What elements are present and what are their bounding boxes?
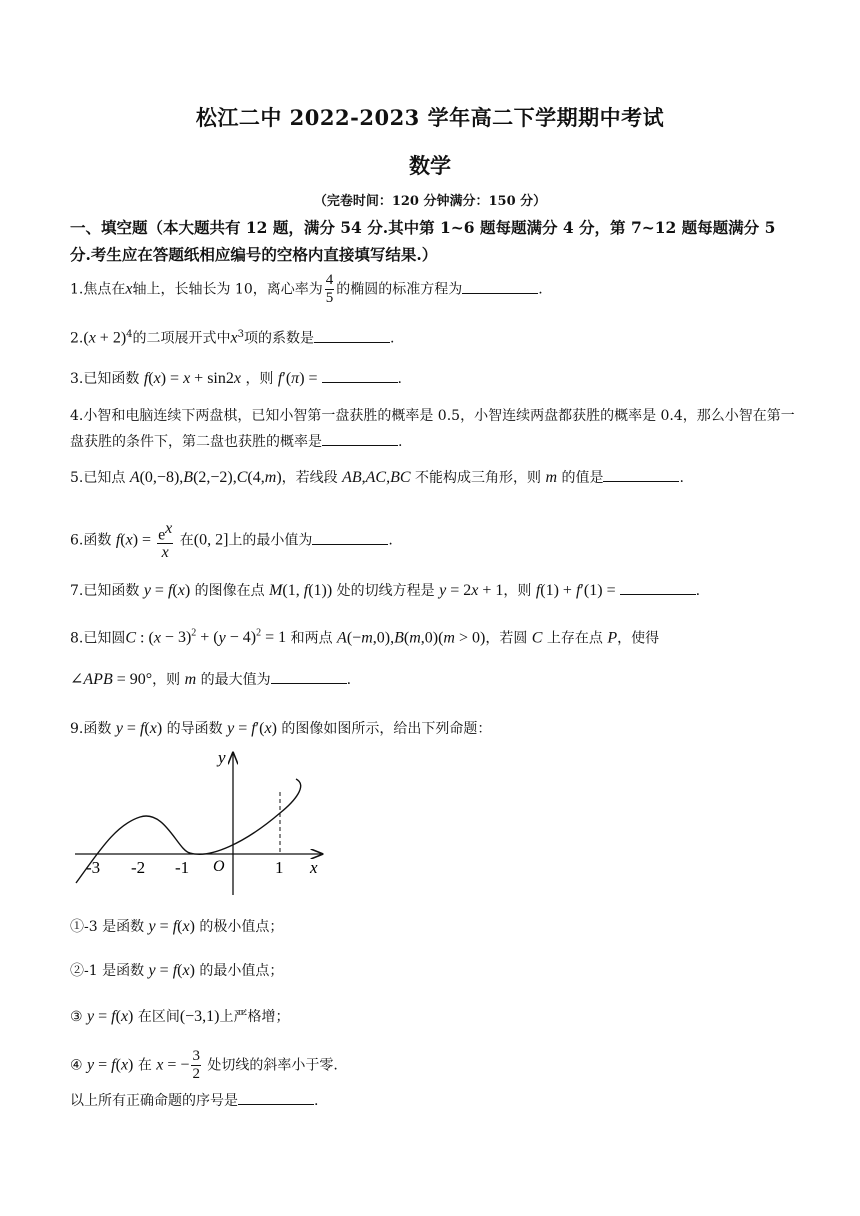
- derivative-graph: [70, 745, 340, 905]
- question-9: 9.函数 y = f(x) 的导函数 y = f′(x) 的图像如图所示，给出下列命题：: [70, 720, 492, 737]
- tick-label: 1: [275, 858, 284, 877]
- question-8-line-1: 8.已知圆C : $(x - 3)^2 + (y - 4)^2 = 1$ 和两点 A(−m,0),B(m,0)(m > 0)，若圆 C 上存在点 P，使得: [70, 628, 660, 647]
- question-8-line-2: ∠APB = 90°，则 m 的最大值为 .: [70, 671, 352, 688]
- x-axis-label: x: [310, 858, 318, 877]
- answer-blank-7[interactable]: [620, 580, 696, 595]
- tick-label: -2: [131, 858, 146, 877]
- exam-info: （完卷时间：120 分钟满分：150 分）: [313, 194, 547, 209]
- section-heading: 一、填空题（本大题共有 12 题，满分 54 分.其中第 1~6 题每题满分 4 分，第 7~12 题每题满分 5 分.考生应在答题纸相应编号的空格内直接填写结果.）: [70, 218, 776, 264]
- answer-blank-2[interactable]: [314, 328, 390, 343]
- origin-label: O: [213, 858, 225, 875]
- page-title: 松江二中 2022-2023 学年高二下学期期中考试: [195, 105, 665, 130]
- y-axis-label: y: [218, 748, 226, 767]
- question-7: 7.已知函数 y = f(x) 的图像在点 M(1, f(1)) 处的切线方程是 y = 2x + 1，则 f(1) + f′(1) = .: [70, 582, 701, 599]
- question-1: 1.焦点在x轴上，长轴长为 10，离心率为 $\frac{4}{5}$ 的椭圆的标准方程为 .: [70, 272, 543, 306]
- question-5: 5.已知点 A(0,−8),B(2,−2),C(4,m)，若线段 AB,AC,BC 不能构成三角形，则 m 的值是 .: [70, 469, 684, 486]
- answer-blank-1[interactable]: [462, 279, 538, 294]
- statement-3: ③ y = f(x) 在区间(−3,1)上严格增；: [70, 1008, 290, 1025]
- question-6: 6.函数 f(x) = $\frac{e^x}{x}$ 在(0, 2]上的最小值为 .: [70, 520, 393, 562]
- eccentricity-fraction: $\frac{4}{5}$: [325, 272, 334, 306]
- question-4: 4.小智和电脑连续下两盘棋，已知小智第一盘获胜的概率是 0.5，小智连续两盘都获胜的概率是 0.4，那么小智在第一盘获胜的条件下，第二盘也获胜的概率是 .: [70, 408, 795, 450]
- statement-1: ①-3 是函数 y = f(x) 的极小值点；: [70, 918, 284, 935]
- question-3: 3.已知函数 f(x) = x + sin2x ，则 f′(π) = .: [70, 370, 402, 387]
- question-2: $2.(x + 2)^4$的二项展开式中$x^3$项的系数是 .: [70, 329, 395, 347]
- answer-blank-4[interactable]: [322, 431, 398, 446]
- question-9-final: 以上所有正确命题的序号是 .: [70, 1090, 318, 1112]
- answer-blank-5[interactable]: [603, 467, 679, 482]
- answer-blank-6[interactable]: [312, 530, 388, 545]
- answer-blank-9[interactable]: [238, 1090, 314, 1105]
- answer-blank-8[interactable]: [271, 669, 347, 684]
- tick-label: -1: [175, 858, 190, 877]
- statement-4: ④ y = f(x) 在 x = − $\frac{3}{2}$ 处切线的斜率小于零.: [70, 1048, 338, 1082]
- statement-2: ②-1 是函数 y = f(x) 的最小值点；: [70, 962, 284, 979]
- subject-title: 数学: [409, 153, 451, 178]
- tick-label: -3: [86, 858, 101, 877]
- answer-blank-3[interactable]: [322, 368, 398, 383]
